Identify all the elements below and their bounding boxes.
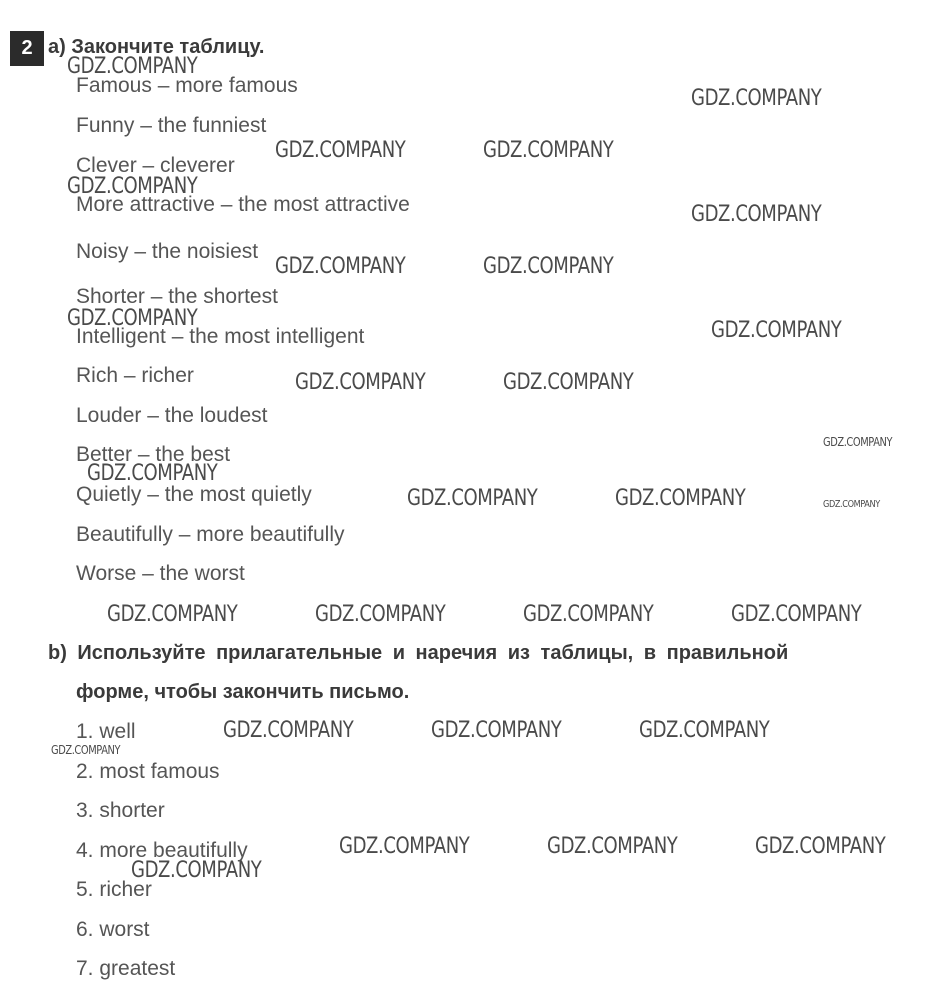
list-item: Louder – the loudest <box>76 404 268 427</box>
list-item: Noisy – the noisiest <box>76 240 259 263</box>
list-item: 2. most famous <box>76 760 220 783</box>
part-a-heading: a) Закончите таблицу. <box>48 36 265 58</box>
list-item: Famous – more famous <box>76 74 298 97</box>
watermark: GDZ.COMPANY <box>691 202 822 227</box>
watermark: GDZ.COMPANY <box>547 834 678 859</box>
list-item: Shorter – the shortest <box>76 285 278 308</box>
watermark: GDZ.COMPANY <box>523 602 654 627</box>
list-item: Rich – richer <box>76 364 194 387</box>
exercise-number-badge: 2 <box>10 31 44 66</box>
watermark: GDZ.COMPANY <box>615 486 746 511</box>
list-item: Clever – cleverer <box>76 154 235 177</box>
watermark: GDZ.COMPANY <box>223 718 354 743</box>
list-item: Better – the best <box>76 443 231 466</box>
watermark: GDZ.COMPANY <box>87 461 218 486</box>
list-item: 4. more beautifully <box>76 839 248 862</box>
watermark: GDZ.COMPANY <box>51 743 121 757</box>
watermark: GDZ.COMPANY <box>731 602 862 627</box>
list-item: Worse – the worst <box>76 562 245 585</box>
watermark: GDZ.COMPANY <box>431 718 562 743</box>
watermark: GDZ.COMPANY <box>275 138 406 163</box>
list-item: Intelligent – the most intelligent <box>76 325 365 348</box>
watermark: GDZ.COMPANY <box>295 370 426 395</box>
watermark: GDZ.COMPANY <box>315 602 446 627</box>
watermark: GDZ.COMPANY <box>131 858 262 883</box>
watermark: GDZ.COMPANY <box>711 318 842 343</box>
list-item: 7. greatest <box>76 957 176 980</box>
list-item: Quietly – the most quietly <box>76 483 312 506</box>
watermark: GDZ.COMPANY <box>67 54 198 79</box>
watermark: GDZ.COMPANY <box>107 602 238 627</box>
part-b-heading-line2: форме, чтобы закончить письмо. <box>76 681 410 703</box>
watermark: GDZ.COMPANY <box>755 834 886 859</box>
watermark: GDZ.COMPANY <box>639 718 770 743</box>
watermark: GDZ.COMPANY <box>823 499 880 510</box>
watermark: GDZ.COMPANY <box>67 174 198 199</box>
watermark: GDZ.COMPANY <box>339 834 470 859</box>
watermark: GDZ.COMPANY <box>503 370 634 395</box>
list-item: 6. worst <box>76 918 150 941</box>
watermark: GDZ.COMPANY <box>483 138 614 163</box>
watermark: GDZ.COMPANY <box>407 486 538 511</box>
watermark: GDZ.COMPANY <box>691 86 822 111</box>
list-item: 5. richer <box>76 878 152 901</box>
watermark: GDZ.COMPANY <box>275 254 406 279</box>
watermark: GDZ.COMPANY <box>483 254 614 279</box>
part-b-heading-line1: b) Используйте прилагательные и наречия из таблицы, в правильной <box>48 642 789 664</box>
watermark: GDZ.COMPANY <box>823 435 893 449</box>
list-item: Funny – the funniest <box>76 114 267 137</box>
list-item: Beautifully – more beautifully <box>76 523 345 546</box>
list-item: 1. well <box>76 720 136 743</box>
list-item: 3. shorter <box>76 799 165 822</box>
list-item: More attractive – the most attractive <box>76 193 410 216</box>
watermark: GDZ.COMPANY <box>67 306 198 331</box>
